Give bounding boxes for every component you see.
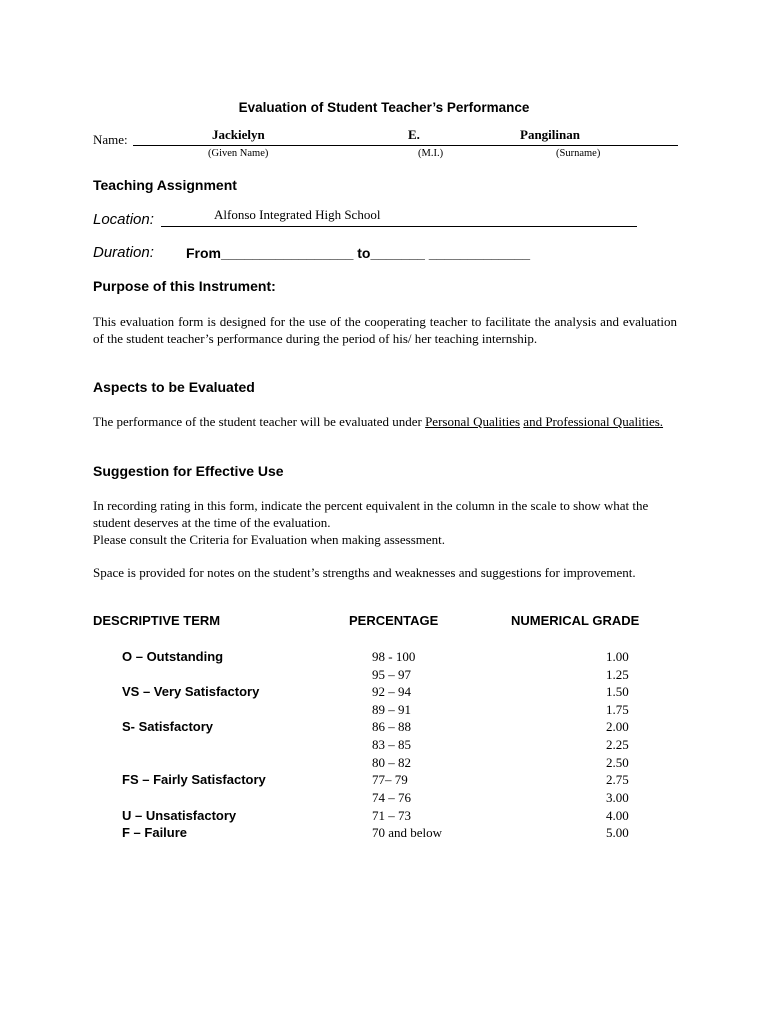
middle-initial-caption: (M.I.) xyxy=(418,148,444,159)
purpose-heading: Purpose of this Instrument: xyxy=(93,278,276,294)
purpose-paragraph xyxy=(93,313,677,347)
grade-value: 5.00 xyxy=(606,825,629,840)
aspects-heading: Aspects to be Evaluated xyxy=(93,379,255,395)
teaching-assignment-heading: Teaching Assignment xyxy=(93,177,237,193)
percentage-value: 95 – 97 xyxy=(372,667,411,682)
term-outstanding: O – Outstanding xyxy=(122,649,224,664)
page-title: Evaluation of Student Teacher’s Performance xyxy=(238,100,530,115)
purpose-text: This evaluation form is designed for the use of the cooperating teacher to facilitate the analysis and evaluation of the student teacher’s performance during the period of his/ her teaching internship. xyxy=(93,314,677,346)
header-descriptive-term: DESCRIPTIVE TERM xyxy=(93,613,221,628)
suggestion-paragraph-2 xyxy=(93,564,677,581)
percentage-value: 74 – 76 xyxy=(372,790,411,805)
grade-value: 1.00 xyxy=(606,649,629,664)
grade-value: 2.75 xyxy=(606,772,629,787)
suggestion-paragraph-1 xyxy=(93,497,677,548)
grade-value: 2.00 xyxy=(606,719,629,734)
grade-value: 3.00 xyxy=(606,790,629,805)
location-value: Alfonso Integrated High School xyxy=(214,207,381,222)
name-underline xyxy=(133,145,678,146)
surname-caption: (Surname) xyxy=(556,148,601,159)
given-name-value: Jackielyn xyxy=(212,127,265,142)
header-percentage: PERCENTAGE xyxy=(349,613,439,628)
grade-value: 4.00 xyxy=(606,808,629,823)
percentage-value: 83 – 85 xyxy=(372,737,411,752)
aspects-paragraph xyxy=(93,413,677,430)
percentage-value: 71 – 73 xyxy=(372,808,411,823)
grade-value: 1.25 xyxy=(606,667,629,682)
suggestion-line-3: Space is provided for notes on the student’s strengths and weaknesses and suggestions for improvement. xyxy=(93,565,636,580)
percentage-value: 98 - 100 xyxy=(372,649,416,664)
location-underline xyxy=(161,226,637,227)
term-fairly-satisfactory: FS – Fairly Satisfactory xyxy=(122,772,266,787)
term-failure: F – Failure xyxy=(122,825,188,840)
percentage-value: 70 and below xyxy=(372,825,443,840)
grade-value: 1.50 xyxy=(606,684,629,699)
suggestion-heading: Suggestion for Effective Use xyxy=(93,463,284,479)
grade-value: 2.25 xyxy=(606,737,629,752)
percentage-value: 86 – 88 xyxy=(372,719,411,734)
percentage-value: 92 – 94 xyxy=(372,684,411,699)
duration-label: Duration: xyxy=(93,244,154,261)
term-very-satisfactory: VS – Very Satisfactory xyxy=(122,684,260,699)
grade-value: 2.50 xyxy=(606,755,629,770)
term-unsatisfactory: U – Unsatisfactory xyxy=(122,808,237,823)
personal-qualities-text: Personal Qualities xyxy=(425,414,521,429)
duration-fields: From_________________ to_______ _____________ xyxy=(186,245,531,261)
aspects-text: The performance of the student teacher will be evaluated under xyxy=(93,414,426,429)
header-numerical-grade: NUMERICAL GRADE xyxy=(511,613,640,628)
given-name-caption: (Given Name) xyxy=(208,148,269,159)
suggestion-line-1: In recording rating in this form, indicate the percent equivalent in the column in the scale to show what the student deserves at the time of the evaluation. xyxy=(93,498,649,530)
middle-initial-value: E. xyxy=(408,127,420,142)
name-label: Name: xyxy=(93,132,128,147)
professional-qualities-text: and Professional Qualities. xyxy=(523,414,664,429)
surname-value: Pangilinan xyxy=(520,127,580,142)
suggestion-line-2: Please consult the Criteria for Evaluation when making assessment. xyxy=(93,532,445,547)
term-satisfactory: S- Satisfactory xyxy=(122,719,214,734)
grade-value: 1.75 xyxy=(606,702,629,717)
percentage-value: 77– 79 xyxy=(372,772,408,787)
location-label: Location: xyxy=(93,211,154,228)
percentage-value: 89 – 91 xyxy=(372,702,411,717)
percentage-value: 80 – 82 xyxy=(372,755,411,770)
